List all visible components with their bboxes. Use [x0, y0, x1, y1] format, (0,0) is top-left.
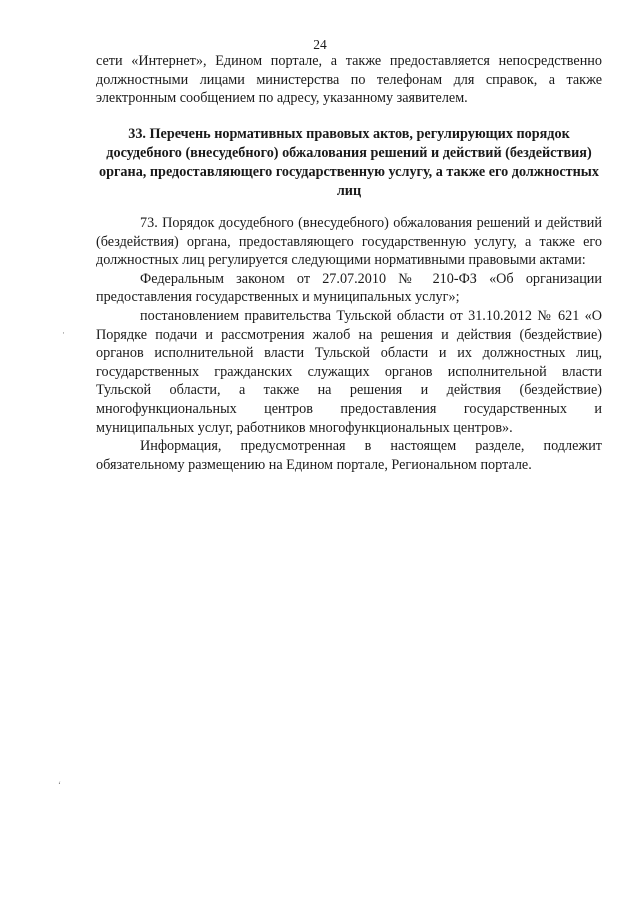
paragraph-federal-law: Федеральным законом от 27.07.2010 № 210-ФЗ «Об организации предоставления государственных и муниципальных услуг»; [96, 270, 602, 306]
intro-paragraph: сети «Интернет», Едином портале, а также предоставляется непосредственно должностными лицами министерства по телефонам для справок, а также электронным сообщением по адресу, указанному заявителем. [96, 53, 602, 107]
section-heading: 33. Перечень нормативных правовых актов, регулирующих порядок досудебного (внесудебного) обжалования решений и действий (бездействия) органа, предоставляющего государственную услугу, а также его должностных лиц [99, 126, 599, 199]
paragraph-resolution: постановлением правительства Тульской области от 31.10.2012 № 621 «О Порядке подачи и рассмотрения жалоб на решения и действия (бездействие) органов исполнительной власти Тульской области и их должностных лиц, государственных гражданских служащих органов исполнительной власти Тульской области, а также на решения и действия (бездействие) многофункциональных центров предоставления государственных и муниципальных услуг, работников многофункциональных центров». [96, 307, 602, 436]
scan-speck: ʻ [58, 780, 61, 790]
scan-speck: · [62, 328, 65, 338]
page-number: 24 [313, 37, 327, 52]
intro-text [96, 52, 602, 108]
paragraph-information: Информация, предусмотренная в настоящем разделе, подлежит обязательному размещению на Едином портале, Региональном портале. [96, 438, 602, 473]
section-body [96, 214, 602, 474]
paragraph-73: 73. Порядок досудебного (внесудебного) обжалования решений и действий (бездействия) органа, предоставляющего государственную услугу, а также его должностных лиц регулируется следующими нормативными правовыми актами: [96, 215, 602, 269]
